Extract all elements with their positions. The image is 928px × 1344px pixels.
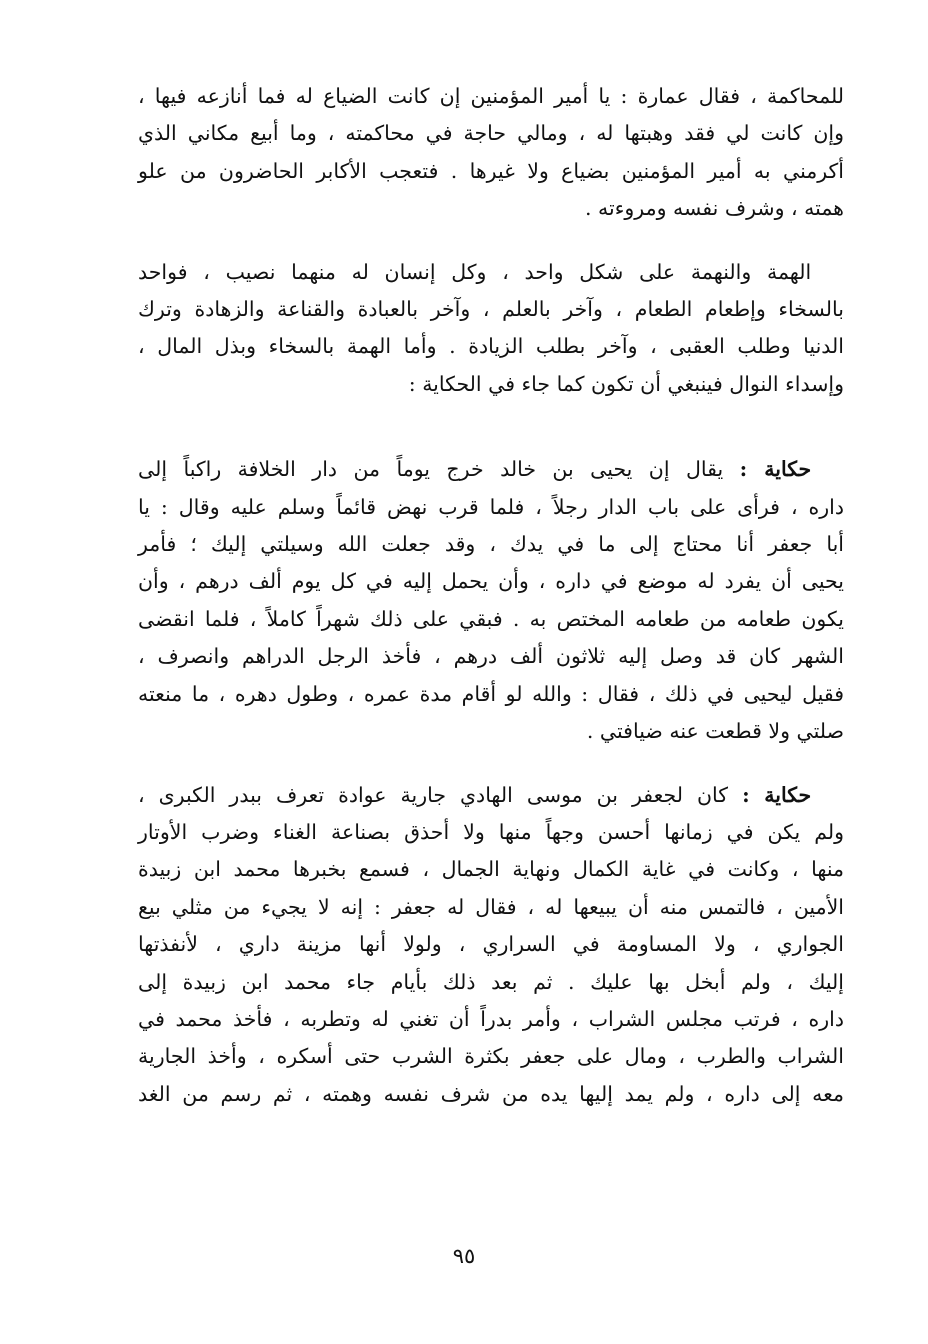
text-line: وإن كانت لي فقد وهبتها له ، ومالي حاجة في محاكمته ، وما أبيع مكاني الذي <box>138 121 844 146</box>
text-line: صلتي ولا قطعت عنه ضيافتي . <box>586 719 844 744</box>
text-line: وإسداء النوال فينبغي أن تكون كما جاء في الحكاية : <box>408 371 844 396</box>
text-line: بالسخاء وإطعام الطعام ، وآخر بالعلم ، وآخر بالعبادة والقناعة والزهادة وترك <box>138 297 844 322</box>
story-label: حكاية : <box>742 782 812 807</box>
text-line: الهمة والنهمة على شكل واحد ، وكل إنسان له منهما نصيب ، فواحد <box>138 259 812 284</box>
text-line: الشراب والطرب ، ومال على جعفر بكثرة الشرب حتى أسكره ، وأخذ الجارية <box>138 1044 844 1069</box>
text-line: أكرمني به أمير المؤمنين بضياع ولا غيرها . فتعجب الأكابر الحاضرون من علو <box>138 158 844 183</box>
text-line: للمحاكمة ، فقال عمارة : يا أمير المؤمنين إن كانت الضياع له فما أنازعه فيها ، <box>138 84 844 108</box>
text-line <box>138 451 844 488</box>
paragraph-4 <box>138 777 844 1114</box>
story-label: حكاية : <box>739 457 812 482</box>
text-line: منها ، وكانت في غاية الكمال ونهاية الجمال ، فسمع بخبرها محمد ابن زبيدة <box>138 857 844 882</box>
text-line-content: يقال إن يحيى بن خالد خرج يوماً من دار الخلافة راكباً إلى <box>138 457 724 482</box>
text-line: داره ، فرأى على باب الدار رجلاً ، فلما قرب نهض قائماً وسلم عليه وقال : يا <box>138 494 844 519</box>
text-line <box>138 777 844 814</box>
text-line: يحيى أن يفرد له موضع في داره ، وأن يحمل إليه في كل يوم ألف درهم ، وأن <box>138 569 844 594</box>
paragraph-3 <box>138 451 844 750</box>
text-line: معه إلى داره ، ولم يمد إليها يده من شرف نفسه وهمته ، ثم رسم من الغد <box>138 1081 844 1106</box>
text-line: الشهر كان قد وصل إليه ثلاثون ألف درهم ، فأخذ الرجل الدراهم وانصرف ، <box>138 644 844 669</box>
text-line: فقيل ليحيى في ذلك ، فقال : والله لو أقام مدة عمره ، وطول دهره ، ما منعته <box>138 681 844 706</box>
text-line: ولم يكن في زمانها أحسن وجهاً منها ولا أحذق بصناعة الغناء وضرب الأوتار <box>138 819 844 844</box>
text-line: يكون طعامه من طعامه المختص به . فبقي على ذلك شهراً كاملاً ، فلما انقضى <box>138 606 844 631</box>
page-body <box>138 78 844 1113</box>
text-line: همته ، وشرف نفسه ومروءته . <box>585 196 844 221</box>
text-line: إليك ، ولم أبخل بها عليك . ثم بعد ذلك بأيام جاء محمد ابن زبيدة إلى <box>138 969 844 994</box>
paragraph-1 <box>138 78 844 228</box>
paragraph-2 <box>138 254 844 404</box>
text-line-content: كان لجعفر بن موسى الهادي جارية عوادة تعرف ببدر الكبرى ، <box>138 782 729 807</box>
page-number: ٩٥ <box>452 1244 476 1268</box>
text-line: الجواري ، ولا المساومة في السراري ، ولولا أنها مزينة داري ، لأنفذتها <box>138 932 844 957</box>
text-line: الأمين ، فالتمس منه أن يبيعها له ، فقال له جعفر : إنه لا يجيء من مثلي بيع <box>138 894 844 919</box>
text-line: أبا جعفر أنا محتاج إلى ما في يدك ، وقد جعلت الله وسيلتي إليك ؛ فأمر <box>138 532 844 557</box>
text-line: الدنيا وطلب العقبى ، وآخر بطلب الزيادة . وأما الهمة بالسخاء وبذل المال ، <box>138 334 844 359</box>
text-line: داره ، فرتب مجلس الشراب ، وأمر بدراً أن تغني له وتطربه ، فأخذ محمد في <box>138 1006 844 1031</box>
